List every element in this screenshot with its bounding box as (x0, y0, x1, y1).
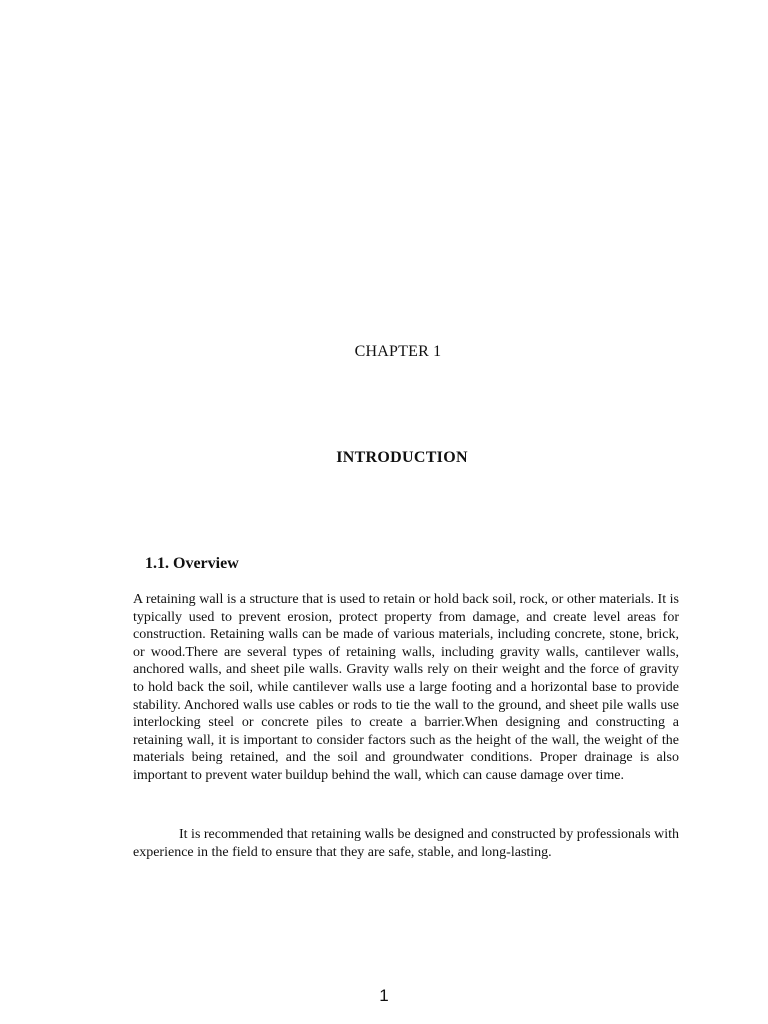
page-number: 1 (379, 986, 389, 1005)
paragraph-recommendation: It is recommended that retaining walls be designed and constructed by professionals with experience in the field to ensure that they are safe, stable, and long-lasting. (133, 827, 679, 860)
section-heading: 1.1. Overview (145, 555, 239, 572)
chapter-label: CHAPTER 1 (354, 343, 442, 360)
chapter-title: INTRODUCTION (336, 449, 468, 466)
paragraph-overview: A retaining wall is a structure that is used to retain or hold back soil, rock, or other materials. It is typically used to prevent erosion, protect property from damage, and create level areas for construction. Retaining walls can be made of various materials, including concrete, stone, brick, or wood.There are several types of retaining walls, including gravity walls, cantilever walls, anchored walls, and sheet pile walls. Gravity walls rely on their weight and the force of gravity to hold back the soil, while cantilever walls use a large footing and a horizontal base to provide stability. Anchored walls use cables or rods to tie the wall to the ground, and sheet pile walls use interlocking steel or concrete piles to create a barrier.When designing and constructing a retaining wall, it is important to consider factors such as the height of the wall, the weight of the materials being retained, and the soil and groundwater conditions. Proper drainage is also important to prevent water buildup behind the wall, which can cause damage over time. (133, 592, 679, 783)
